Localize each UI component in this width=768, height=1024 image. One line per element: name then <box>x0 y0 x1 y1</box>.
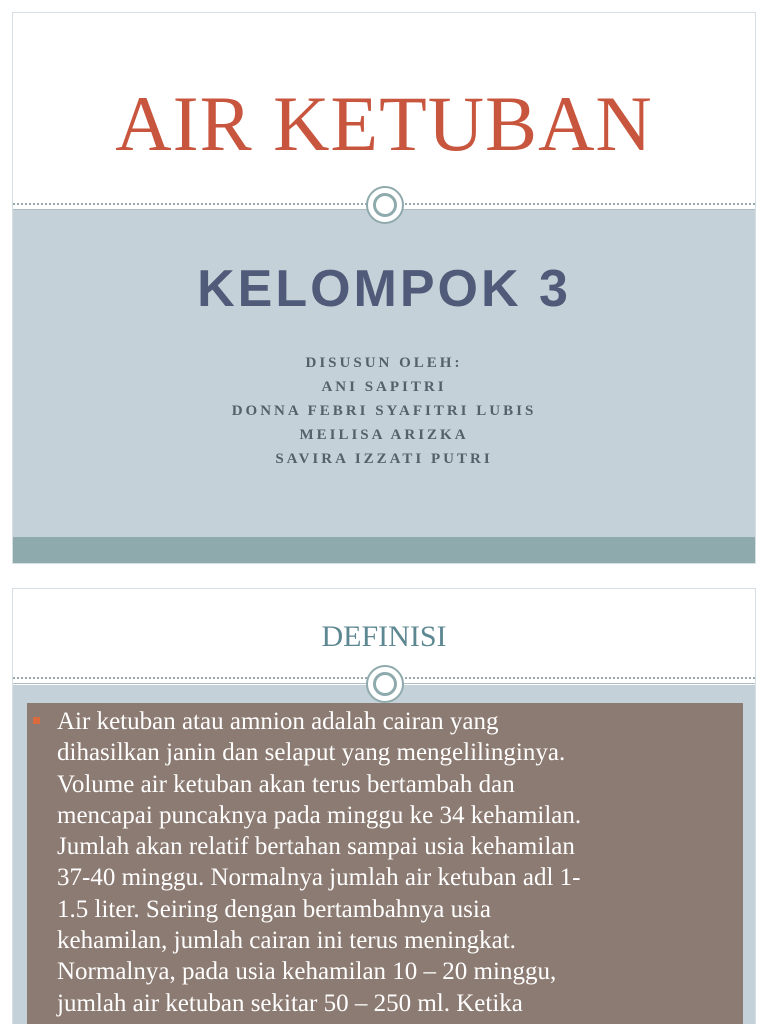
title-area <box>13 13 755 209</box>
subtitle-area <box>13 210 755 537</box>
definition-text <box>57 706 737 1019</box>
text-line: Volume air ketuban akan terus bertambah dan <box>57 770 515 798</box>
author-name: ANI SAPITRI <box>321 379 447 395</box>
bottom-band <box>13 537 755 564</box>
text-line: mencapai puncaknya pada minggu ke 34 kehamilan. <box>57 801 582 829</box>
text-line: Jumlah akan relatif bertahan sampai usia kehamilan <box>57 833 575 861</box>
bullet-square-icon <box>33 717 40 724</box>
author-list <box>13 351 755 471</box>
author-name: SAVIRA IZZATI PUTRI <box>275 451 493 467</box>
circle-ornament-icon <box>366 186 404 224</box>
text-line: 37-40 minggu. Normalnya jumlah air ketuban adl 1- <box>57 864 581 892</box>
circle-ornament-icon <box>366 665 404 703</box>
text-line: jumlah air ketuban sekitar 50 – 250 ml. Ketika <box>57 989 523 1017</box>
slide-subtitle: KELOMPOK 3 <box>197 260 571 318</box>
text-line: kehamilan, jumlah cairan ini terus meningkat. <box>57 927 516 955</box>
byline: DISUSUN OLEH: <box>305 355 463 371</box>
text-line: Normalnya, pada usia kehamilan 10 – 20 minggu, <box>57 958 557 986</box>
slide-heading: DEFINISI <box>321 620 447 653</box>
text-line: 1.5 liter. Seiring dengan bertambahnya usia <box>57 895 491 923</box>
author-name: MEILISA ARIZKA <box>299 427 469 443</box>
text-line: dihasilkan janin dan selaput yang mengelilinginya. <box>57 739 566 767</box>
author-name: DONNA FEBRI SYAFITRI LUBIS <box>231 403 537 419</box>
text-line: Air ketuban atau amnion adalah cairan yang <box>57 708 499 735</box>
title-slide <box>12 12 756 564</box>
slide-title: AIR KETUBAN <box>115 80 653 167</box>
definition-slide <box>12 588 756 1024</box>
